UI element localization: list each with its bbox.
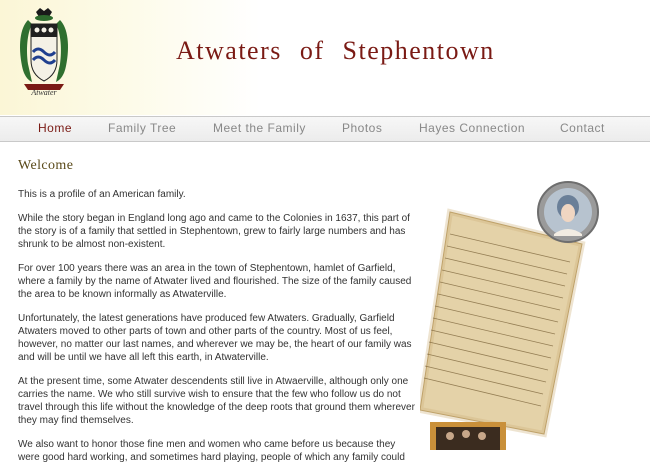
site-title: Atwaters of Stephentown bbox=[176, 36, 495, 65]
nav-meet-the-family[interactable]: Meet the Family bbox=[213, 121, 306, 135]
crest-caption: Atwater bbox=[31, 88, 57, 97]
historical-collage-image bbox=[420, 172, 650, 450]
paragraph: This is a profile of an American family. bbox=[18, 189, 186, 200]
nav-hayes-connection[interactable]: Hayes Connection bbox=[419, 121, 526, 135]
paragraph: At the present time, some Atwater descendents still live in Atwaerville, although only one carries the name. We who still survive wish to ensure that the few who follow us do not travel through this life without the knowledge of the deep roots that ground them wherever they may find themselves. bbox=[18, 376, 415, 426]
paragraph: Unfortunately, the latest generations have produced few Atwaters. Gradually, Garfield Atwaters moved to other parts of town and other parts of the country. Most of us feel, however, no matter our last names, and wherever we may be, the heart of our family was and will be until we have all left this earth, in Atwaterville. bbox=[18, 313, 412, 363]
nav-photos[interactable]: Photos bbox=[342, 121, 383, 135]
paragraph: While the story began in England long ago and came to the Colonies in 1637, this part of the story is of a family that settled in Stephentown, grew to fairly large numbers and has shrunk to be almost non-existent. bbox=[18, 213, 410, 250]
main-navigation bbox=[0, 116, 650, 142]
header bbox=[0, 0, 650, 115]
portrait-medallion-image bbox=[538, 182, 598, 242]
page-heading: Welcome bbox=[18, 158, 74, 173]
nav-contact[interactable]: Contact bbox=[560, 121, 605, 135]
old-manuscript-image bbox=[420, 212, 582, 434]
intro-text bbox=[18, 188, 418, 475]
nav-home[interactable]: Home bbox=[38, 121, 73, 135]
family-photograph-image bbox=[430, 422, 506, 450]
nav-family-tree[interactable]: Family Tree bbox=[108, 121, 177, 135]
paragraph: For over 100 years there was an area in the town of Stephentown, hamlet of Garfield, where a family by the name of Atwater lived and flourished. The size of the family caused the area to be known informally as Atwaterville. bbox=[18, 263, 412, 300]
paragraph: We also want to honor those fine men and women who came before us because they were good hard working, and sometimes hard playing, people of which any family could bbox=[18, 439, 405, 463]
